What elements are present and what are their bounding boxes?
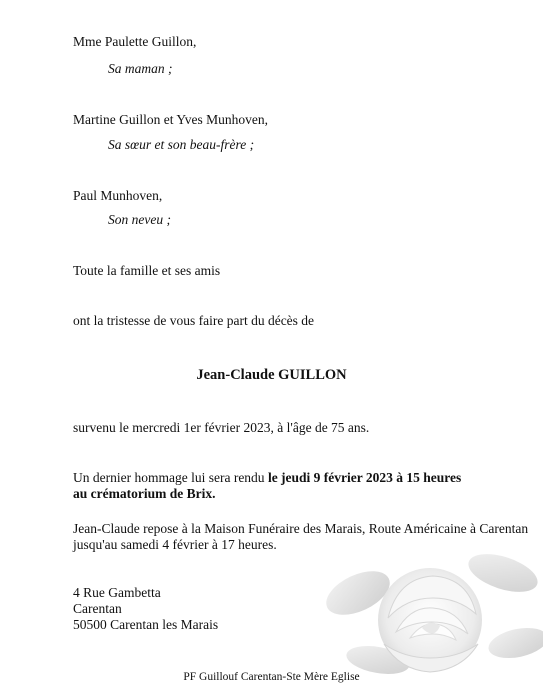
rest-line-2: jusqu'au samedi 4 février à 17 heures.: [73, 537, 277, 552]
family-member-1-relation: Sa maman ;: [108, 61, 173, 76]
announcement-text: ont la tristesse de vous faire part du décès de: [73, 313, 315, 328]
family-member-1-name: Mme Paulette Guillon,: [73, 34, 197, 49]
tribute-intro: Un dernier hommage lui sera rendu: [73, 470, 268, 485]
address-town: Carentan: [73, 601, 122, 616]
family-member-2-relation: Sa sœur et son beau-frère ;: [108, 137, 255, 152]
address-postal: 50500 Carentan les Marais: [73, 617, 219, 632]
death-info: survenu le mercredi 1er février 2023, à l'âge de 75 ans.: [73, 420, 370, 435]
rest-line-1: Jean-Claude repose à la Maison Funéraire des Marais, Route Américaine à Carentan: [73, 521, 529, 536]
tribute-line: [73, 470, 461, 486]
tribute-datetime: le jeudi 9 février 2023 à 15 heures: [267, 470, 462, 485]
family-member-2-name: Martine Guillon et Yves Munhoven,: [73, 112, 268, 127]
rose-illustration: [318, 548, 543, 688]
footer-text: PF Guillouf Carentan-Ste Mère Eglise: [183, 671, 360, 683]
address-street: 4 Rue Gambetta: [73, 585, 161, 600]
family-member-3-relation: Son neveu ;: [108, 212, 171, 227]
family-and-friends: Toute la famille et ses amis: [73, 263, 221, 278]
tribute-place: au crématorium de Brix.: [73, 486, 216, 501]
family-member-3-name: Paul Munhoven,: [73, 188, 163, 203]
deceased-name: Jean-Claude GUILLON: [196, 367, 347, 383]
